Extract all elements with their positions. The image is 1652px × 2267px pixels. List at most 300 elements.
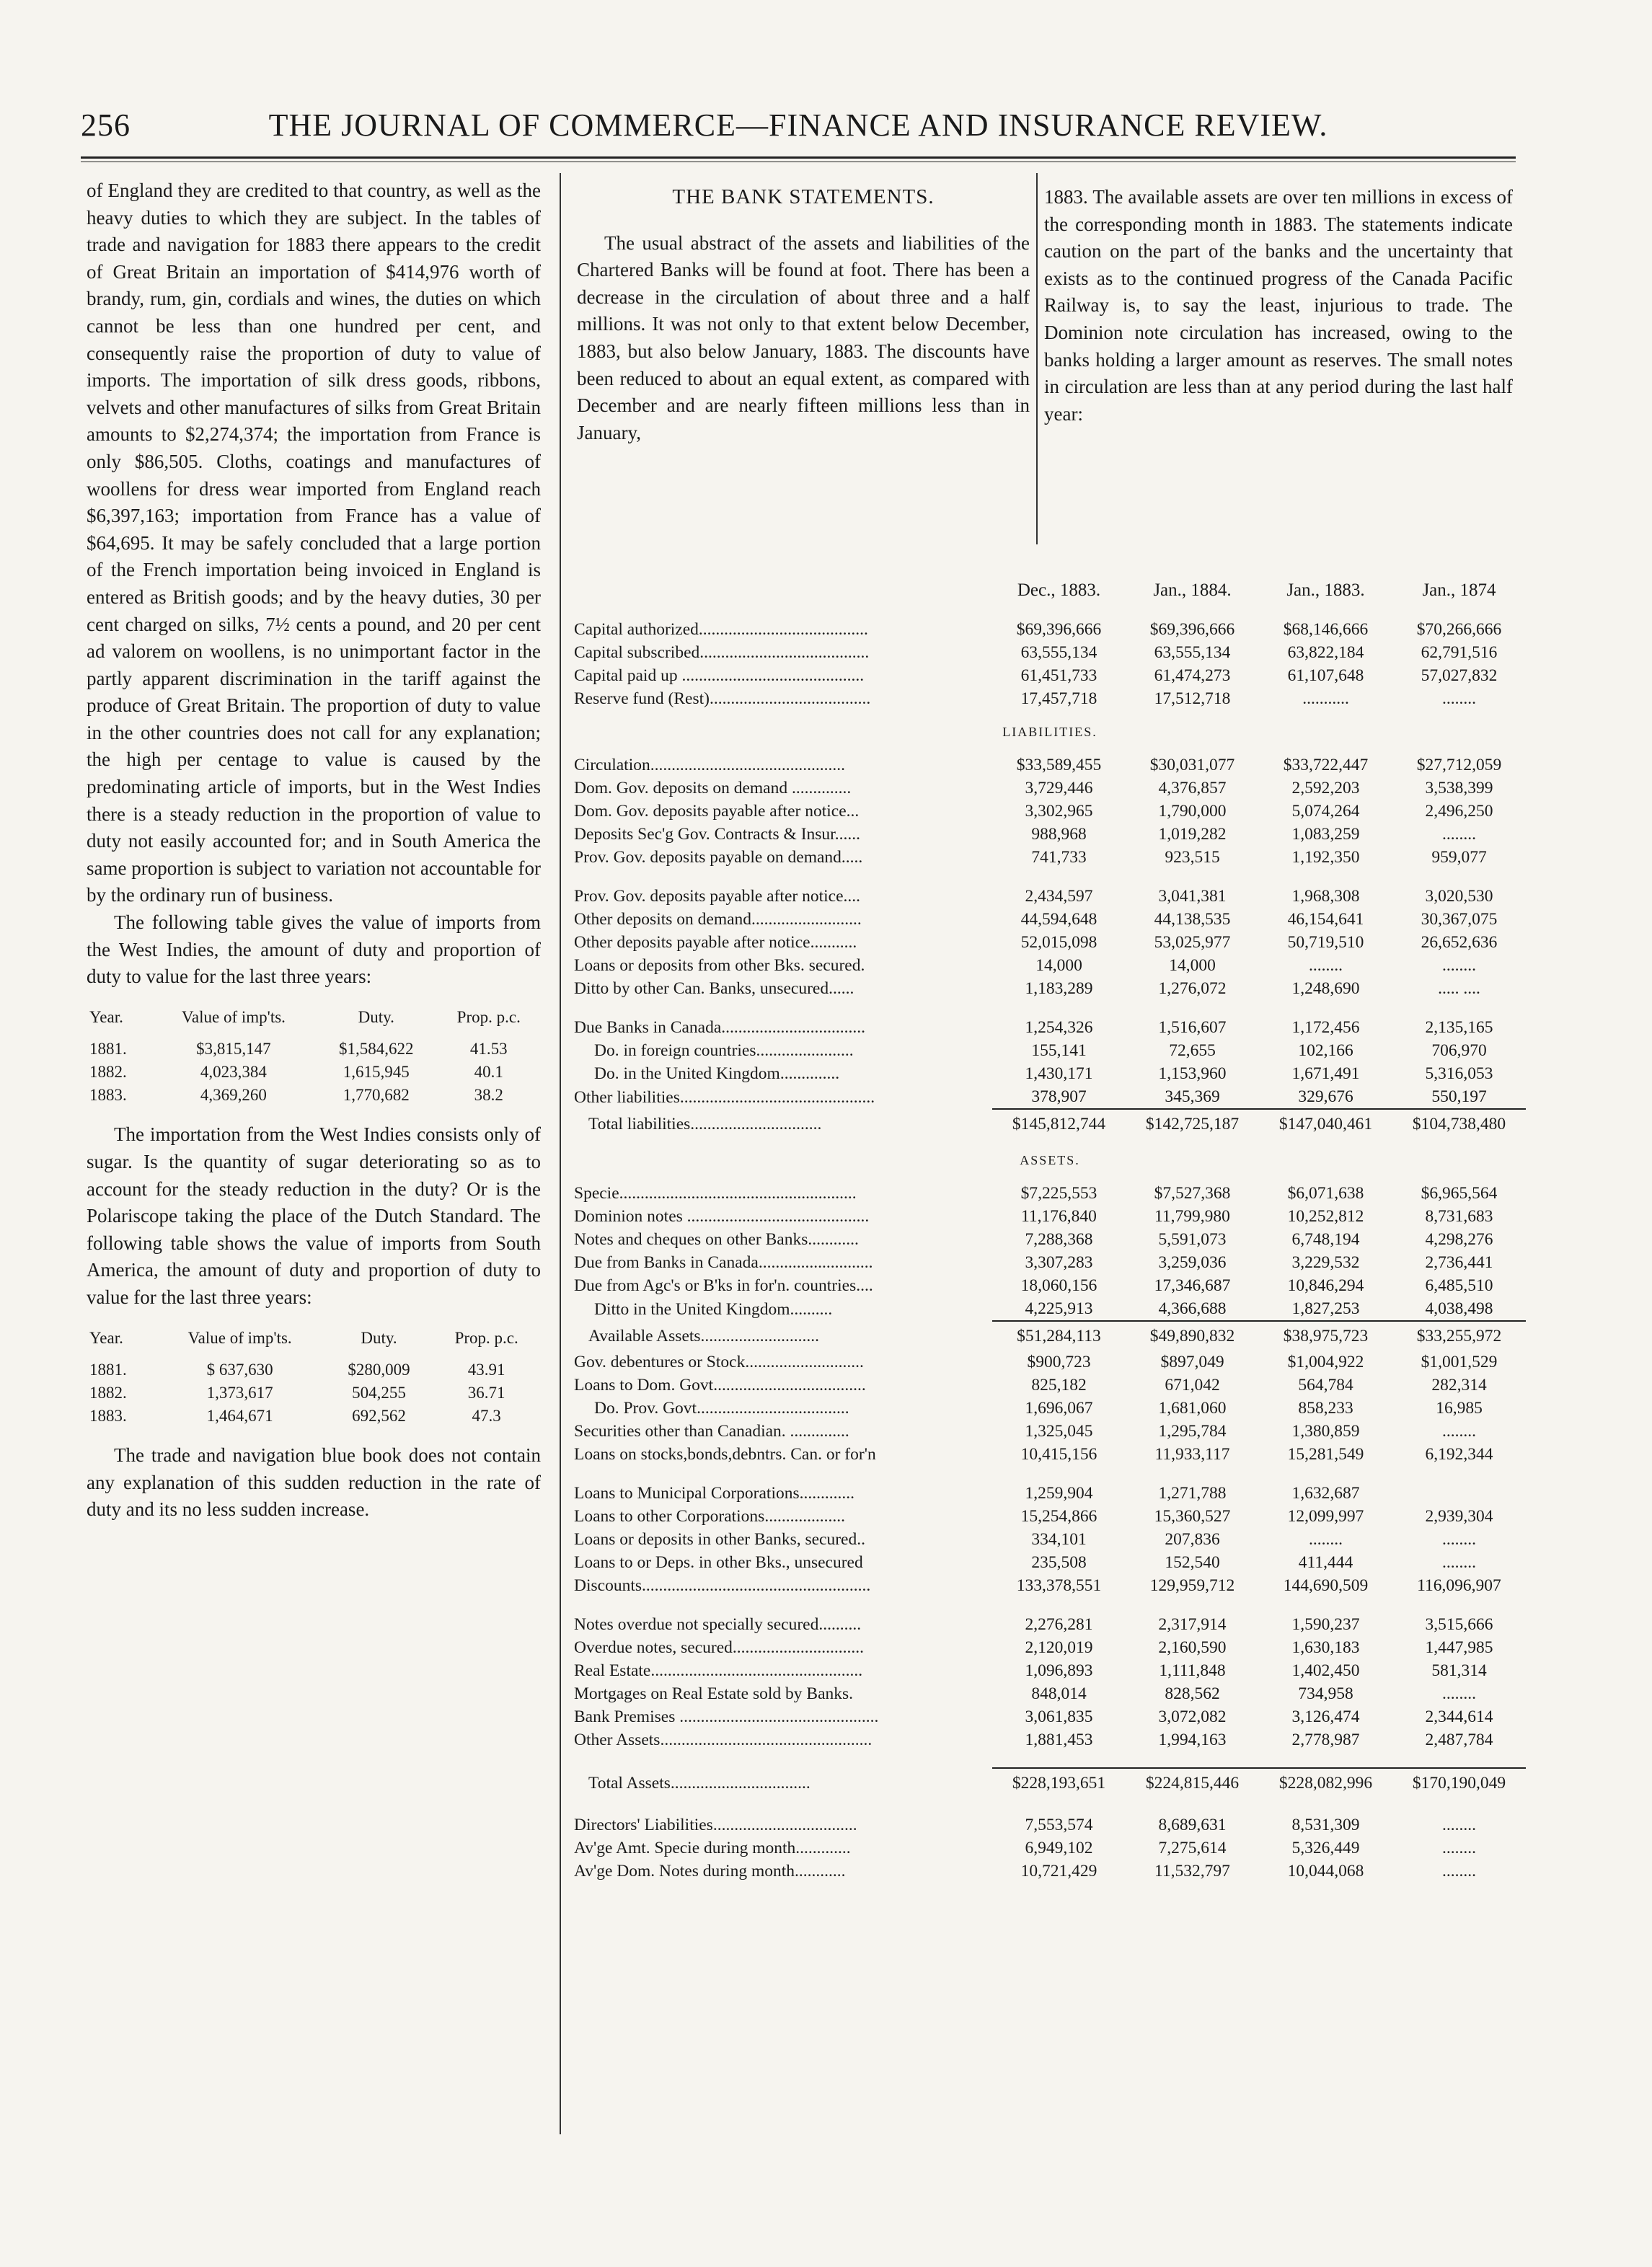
row-label: Av'ge Amt. Specie during month............. <box>574 1839 851 1857</box>
row-value: 4,298,276 <box>1425 1230 1493 1249</box>
row-value: 1,172,456 <box>1291 1018 1360 1037</box>
table-header-blank <box>574 580 992 618</box>
row-label: Deposits Sec'g Gov. Contracts & Insur...... <box>574 825 860 844</box>
row-value: 858,233 <box>1298 1399 1353 1418</box>
row-label: Loans or deposits in other Banks, secured.. <box>574 1530 865 1549</box>
row-value: 6,192,344 <box>1425 1445 1493 1464</box>
row-value: 3,515,666 <box>1425 1615 1493 1634</box>
table-row <box>574 1505 1526 1528</box>
row-value: 1,827,253 <box>1291 1299 1360 1318</box>
row-label: Available Assets............................ <box>588 1326 820 1345</box>
row-value: 1,271,788 <box>1158 1484 1227 1503</box>
row-value: 3,307,283 <box>1025 1253 1093 1272</box>
table-row <box>574 641 1526 664</box>
table-row <box>574 1251 1526 1274</box>
table-row <box>574 1109 1526 1139</box>
row-value: 378,907 <box>1031 1087 1087 1106</box>
section-header-row <box>574 710 1526 754</box>
row-value: 1,276,072 <box>1158 979 1227 998</box>
table-cell: $ 637,630 <box>206 1361 273 1379</box>
row-value: 1,681,060 <box>1158 1399 1227 1418</box>
row-value: 2,160,590 <box>1158 1638 1227 1657</box>
section-heading: THE BANK STATEMENTS. <box>672 185 935 208</box>
table-row <box>574 1374 1526 1397</box>
row-label: Prov. Gov. deposits payable after notice.... <box>574 887 860 906</box>
row-label: Prov. Gov. deposits payable on demand..... <box>574 848 863 867</box>
row-value: $897,049 <box>1160 1353 1224 1371</box>
row-value: $70,266,666 <box>1416 620 1502 639</box>
table-row <box>574 687 1526 710</box>
row-value: ........ <box>1442 1530 1476 1549</box>
row-label: Gov. debentures or Stock............................ <box>574 1353 864 1371</box>
table-header: Prop. p.c. <box>456 1007 521 1026</box>
row-value: 17,512,718 <box>1154 689 1231 708</box>
table-row <box>574 1085 1526 1109</box>
row-label: Loans or deposits from other Bks. secured. <box>574 956 865 975</box>
table-row <box>574 1016 1526 1039</box>
row-value: ........ <box>1309 1530 1343 1549</box>
row-value: 1,696,067 <box>1025 1399 1093 1418</box>
table-header: Duty. <box>361 1328 397 1347</box>
row-value: $33,255,972 <box>1392 1321 1526 1351</box>
spacer-row <box>574 1597 1526 1613</box>
header-rule <box>81 156 1516 159</box>
row-value: 116,096,907 <box>1417 1576 1501 1595</box>
row-value: 1,968,308 <box>1291 887 1360 906</box>
row-value: 345,369 <box>1165 1087 1220 1106</box>
paragraph: The trade and navigation blue book does not contain any explanation of this sudden reduction in the rate of duty and its no less sudden increase. <box>87 1444 541 1521</box>
row-value: $7,527,368 <box>1154 1184 1231 1203</box>
table-row <box>574 1039 1526 1062</box>
row-value: 734,958 <box>1298 1684 1353 1703</box>
table-cell: 4,369,260 <box>200 1086 267 1105</box>
row-label: Capital authorized........................................ <box>574 620 868 639</box>
row-value: $145,812,744 <box>992 1109 1126 1139</box>
row-value: 411,444 <box>1298 1553 1353 1572</box>
row-label: Loans to other Corporations................... <box>574 1507 845 1526</box>
row-label: Loans to Municipal Corporations............. <box>574 1484 855 1503</box>
section-heading: LIABILITIES. <box>1002 725 1097 739</box>
row-label: Due from Agc's or B'ks in for'n. countries.... <box>574 1276 873 1295</box>
row-value: 15,254,866 <box>1020 1507 1097 1526</box>
row-value: 4,366,688 <box>1158 1299 1227 1318</box>
row-value: $900,723 <box>1027 1353 1091 1371</box>
page-header <box>81 101 1516 151</box>
row-value: 3,538,399 <box>1425 779 1493 797</box>
row-value: 1,153,960 <box>1158 1064 1227 1083</box>
table-cell: $280,009 <box>348 1361 410 1379</box>
table-row <box>574 885 1526 908</box>
table-row <box>87 1038 541 1061</box>
table-row <box>574 1274 1526 1297</box>
row-value: $69,396,666 <box>1016 620 1102 639</box>
row-value: 1,590,237 <box>1291 1615 1360 1634</box>
row-value: $7,225,553 <box>1020 1184 1097 1203</box>
row-value: 3,259,036 <box>1158 1253 1227 1272</box>
row-value: 1,254,326 <box>1025 1018 1093 1037</box>
row-value: 1,380,859 <box>1291 1422 1360 1441</box>
row-value: 3,072,082 <box>1158 1707 1227 1726</box>
row-value: 334,101 <box>1031 1530 1087 1549</box>
table-cell: 41.53 <box>469 1040 508 1059</box>
row-value: 282,314 <box>1431 1376 1487 1395</box>
row-value: 14,000 <box>1035 956 1082 975</box>
spacer-row <box>574 1751 1526 1768</box>
row-value: $6,965,564 <box>1421 1184 1498 1203</box>
row-value: 564,784 <box>1298 1376 1353 1395</box>
table-cell: 1882. <box>89 1384 127 1402</box>
table-row <box>574 1351 1526 1374</box>
row-value: 63,555,134 <box>1154 643 1231 662</box>
article-column-2 <box>577 184 1030 446</box>
row-value: 14,000 <box>1169 956 1216 975</box>
row-value: $51,284,113 <box>992 1321 1126 1351</box>
row-value: 8,531,309 <box>1291 1816 1360 1834</box>
table-cell: 47.3 <box>472 1407 501 1426</box>
row-value: 3,020,530 <box>1425 887 1493 906</box>
row-value: 3,729,446 <box>1025 779 1093 797</box>
row-value: 57,027,832 <box>1421 666 1498 685</box>
row-value: 825,182 <box>1031 1376 1087 1395</box>
row-value: $69,396,666 <box>1149 620 1235 639</box>
row-value: 2,276,281 <box>1025 1615 1093 1634</box>
paragraph: The following table gives the value of imports from the West Indies, the amount of duty and proportion of duty to value for the last three years: <box>87 911 541 988</box>
row-value: 923,515 <box>1165 848 1220 867</box>
row-value: ........ <box>1309 956 1343 975</box>
table-header: Year. <box>89 1007 123 1026</box>
row-value: 1,881,453 <box>1025 1731 1093 1749</box>
row-value: 1,183,289 <box>1025 979 1093 998</box>
table-row <box>574 777 1526 800</box>
row-value: 10,415,156 <box>1020 1445 1097 1464</box>
table-row <box>574 931 1526 954</box>
table-row <box>574 664 1526 687</box>
row-value: 152,540 <box>1165 1553 1220 1572</box>
table-row <box>574 908 1526 931</box>
row-value: 11,799,980 <box>1154 1207 1230 1226</box>
row-value: 26,652,636 <box>1421 933 1498 952</box>
row-value: 848,014 <box>1031 1684 1087 1703</box>
row-value: 72,655 <box>1169 1041 1216 1060</box>
table-header: Year. <box>89 1328 123 1347</box>
row-value: 16,985 <box>1436 1399 1483 1418</box>
section-heading: ASSETS. <box>1020 1153 1080 1167</box>
row-value: 741,733 <box>1031 848 1087 867</box>
row-value: $33,722,447 <box>1283 756 1369 774</box>
row-value: ........ <box>1442 825 1476 844</box>
row-value: 30,367,075 <box>1421 910 1498 929</box>
paragraph: The importation from the West Indies consists only of sugar. Is the quantity of sugar deteriorating so as to account for the steady reduction in the duty? Or is the Polariscope taking the place of the Dutch Standard. The following table shows the value of imports from South America, the amount of duty and proportion of duty to value for the last three years: <box>87 1123 541 1308</box>
row-value: 207,836 <box>1165 1530 1220 1549</box>
row-label: Capital subscribed........................................ <box>574 643 870 662</box>
row-value: 17,457,718 <box>1020 689 1097 708</box>
row-value: 5,591,073 <box>1158 1230 1227 1249</box>
column-divider <box>560 173 561 2134</box>
row-value: 959,077 <box>1431 848 1487 867</box>
table-cell: 36.71 <box>467 1384 505 1402</box>
table-cell: $3,815,147 <box>196 1040 271 1059</box>
row-value: 53,025,977 <box>1154 933 1231 952</box>
row-value: 1,630,183 <box>1291 1638 1360 1657</box>
row-label: Ditto by other Can. Banks, unsecured...... <box>574 979 854 998</box>
row-value: 52,015,098 <box>1020 933 1097 952</box>
table-header: Jan., 1883. <box>1286 580 1365 600</box>
row-value: 1,248,690 <box>1291 979 1360 998</box>
table-row <box>574 800 1526 823</box>
table-header: Prop. p.c. <box>454 1328 518 1347</box>
row-label: Dom. Gov. deposits on demand .............. <box>574 779 852 797</box>
table-row <box>87 1061 541 1084</box>
table-header: Duty. <box>358 1007 394 1026</box>
table-header: Jan., 1874 <box>1422 580 1496 600</box>
row-value: 1,402,450 <box>1291 1661 1360 1680</box>
row-value: 1,447,985 <box>1425 1638 1493 1657</box>
row-label: Notes overdue not specially secured.......... <box>574 1615 862 1634</box>
row-value: 46,154,641 <box>1287 910 1364 929</box>
row-value: 2,135,165 <box>1425 1018 1493 1037</box>
row-value: $228,082,996 <box>1259 1768 1392 1798</box>
row-value: 10,044,068 <box>1287 1862 1364 1881</box>
table-row <box>574 1551 1526 1574</box>
column-divider <box>1036 173 1038 544</box>
row-label: Loans on stocks,bonds,debntrs. Can. or for'n <box>574 1445 876 1464</box>
row-value: 7,553,574 <box>1025 1816 1093 1834</box>
table-cell: 1881. <box>89 1040 127 1059</box>
table-row <box>87 1382 541 1405</box>
table-row <box>574 1321 1526 1351</box>
row-label: Capital paid up ........................................... <box>574 666 865 685</box>
table-row <box>574 1443 1526 1466</box>
row-value: $104,738,480 <box>1392 1109 1526 1139</box>
row-value: 550,197 <box>1431 1087 1487 1106</box>
row-value: 11,532,797 <box>1154 1862 1230 1881</box>
table-row <box>574 977 1526 1000</box>
row-label: Bank Premises ............................................... <box>574 1707 879 1726</box>
row-value: $1,004,922 <box>1287 1353 1364 1371</box>
row-value: $68,146,666 <box>1283 620 1369 639</box>
spacer <box>574 1597 1526 1613</box>
table-cell: 1,373,617 <box>206 1384 273 1402</box>
table-row <box>574 1182 1526 1205</box>
row-value: $30,031,077 <box>1149 756 1235 774</box>
row-value: 15,360,527 <box>1154 1507 1231 1526</box>
row-label: Av'ge Dom. Notes during month............ <box>574 1862 846 1881</box>
row-label: Real Estate.................................................. <box>574 1661 863 1680</box>
row-value: 8,731,683 <box>1425 1207 1493 1226</box>
row-value: 1,325,045 <box>1025 1422 1093 1441</box>
row-value: 706,970 <box>1431 1041 1487 1060</box>
row-value: 7,288,368 <box>1025 1230 1093 1249</box>
table-cell: 504,255 <box>352 1384 406 1402</box>
row-value: 6,748,194 <box>1291 1230 1360 1249</box>
row-label: Dom. Gov. deposits payable after notice... <box>574 802 860 821</box>
row-value: 1,994,163 <box>1158 1731 1227 1749</box>
table-cell: 4,023,384 <box>200 1063 267 1082</box>
table-header: Dec., 1883. <box>1017 580 1101 600</box>
table-row <box>574 1636 1526 1659</box>
row-label: Securities other than Canadian. .............. <box>574 1422 849 1441</box>
row-value: 7,275,614 <box>1158 1839 1227 1857</box>
row-value: $33,589,455 <box>1016 756 1102 774</box>
row-value: 5,074,264 <box>1291 802 1360 821</box>
table-row <box>87 1084 541 1107</box>
row-value: $38,975,723 <box>1259 1321 1392 1351</box>
row-value: ..... .... <box>1438 979 1480 998</box>
table-row <box>574 1062 1526 1085</box>
table-row <box>87 1358 541 1382</box>
row-label: Overdue notes, secured............................... <box>574 1638 865 1657</box>
row-value: 3,041,381 <box>1158 887 1227 906</box>
row-value: 8,689,631 <box>1158 1816 1227 1834</box>
table-cell: 43.91 <box>467 1361 505 1379</box>
section-header-row <box>574 1139 1526 1182</box>
row-value: ........ <box>1442 1553 1476 1572</box>
row-value: ........ <box>1442 1839 1476 1857</box>
row-value: 4,225,913 <box>1025 1299 1093 1318</box>
table-cell: 1,615,945 <box>343 1063 410 1082</box>
row-value: $49,890,832 <box>1126 1321 1259 1351</box>
row-label: Reserve fund (Rest)...................................... <box>574 689 871 708</box>
row-value: 50,719,510 <box>1287 933 1364 952</box>
row-value: 1,295,784 <box>1158 1422 1227 1441</box>
row-value: $147,040,461 <box>1259 1109 1392 1139</box>
row-value: 828,562 <box>1165 1684 1220 1703</box>
row-value: 6,949,102 <box>1025 1839 1093 1857</box>
row-label: Other liabilities.............................................. <box>574 1087 875 1107</box>
row-value: 329,676 <box>1298 1087 1353 1106</box>
spacer-row <box>574 1000 1526 1016</box>
row-value: 18,060,156 <box>1020 1276 1097 1295</box>
row-value: 1,192,350 <box>1291 848 1360 867</box>
table-cell: 1883. <box>89 1086 127 1105</box>
row-value: 3,126,474 <box>1291 1707 1360 1726</box>
row-label: Do. in the United Kingdom.............. <box>594 1064 840 1083</box>
row-value: ........... <box>1302 689 1349 708</box>
table-cell: 692,562 <box>352 1407 406 1426</box>
table-row <box>574 754 1526 777</box>
row-value: $27,712,059 <box>1416 756 1502 774</box>
table-row <box>574 1813 1526 1837</box>
table-row <box>574 1768 1526 1798</box>
row-value: 44,594,648 <box>1020 910 1097 929</box>
bank-statement-table <box>574 580 1526 1883</box>
article-column-3 <box>1044 184 1513 428</box>
table-row <box>574 1397 1526 1420</box>
row-value: 63,822,184 <box>1287 643 1364 662</box>
table-cell: 38.2 <box>474 1086 503 1105</box>
row-value: $228,193,651 <box>992 1768 1126 1798</box>
table-cell: 1,770,682 <box>343 1086 410 1105</box>
row-value: 6,485,510 <box>1425 1276 1493 1295</box>
row-value: 1,259,904 <box>1025 1484 1093 1503</box>
row-value: 102,166 <box>1298 1041 1353 1060</box>
row-value: 5,316,053 <box>1425 1064 1493 1083</box>
row-label: Other deposits payable after notice........... <box>574 933 857 952</box>
row-value: 3,061,835 <box>1025 1707 1093 1726</box>
row-value: 10,721,429 <box>1020 1862 1097 1881</box>
row-label: Specie........................................................ <box>574 1184 857 1203</box>
row-value: 235,508 <box>1031 1553 1087 1572</box>
table-row <box>574 823 1526 846</box>
row-value: 61,474,273 <box>1154 666 1231 685</box>
row-value: 61,451,733 <box>1020 666 1097 685</box>
row-value: 2,778,987 <box>1291 1731 1360 1749</box>
row-value: ........ <box>1442 1422 1476 1441</box>
row-value: 2,120,019 <box>1025 1638 1093 1657</box>
row-label: Discounts...................................................... <box>574 1576 871 1595</box>
table-cell: $1,584,622 <box>339 1040 414 1059</box>
spacer-row <box>574 869 1526 885</box>
table-row <box>574 1728 1526 1751</box>
west-indies-table <box>87 1002 541 1108</box>
row-label: Loans to Dom. Govt.................................... <box>574 1376 866 1395</box>
row-value: 4,376,857 <box>1158 779 1227 797</box>
table-row <box>574 1659 1526 1682</box>
spacer <box>574 869 1526 885</box>
table-cell: 1,464,671 <box>206 1407 273 1426</box>
row-value: 63,555,134 <box>1020 643 1097 662</box>
table-row <box>574 1420 1526 1443</box>
row-label: Do. in foreign countries....................... <box>594 1041 854 1060</box>
row-label: Circulation.............................................. <box>574 756 845 774</box>
row-label: Other deposits on demand.......................... <box>574 910 862 929</box>
row-value: 3,302,965 <box>1025 802 1093 821</box>
row-label: Do. Prov. Govt.................................... <box>594 1399 849 1418</box>
row-value: 11,176,840 <box>1021 1207 1097 1226</box>
row-value: $224,815,446 <box>1126 1768 1259 1798</box>
table-row <box>574 1297 1526 1321</box>
row-value: 1,083,259 <box>1291 825 1360 844</box>
row-label: Loans to or Deps. in other Bks., unsecured <box>574 1553 863 1572</box>
row-value: 1,632,687 <box>1291 1484 1360 1503</box>
paragraph: of England they are credited to that country, as well as the heavy duties to which they are subject. In the tables of trade and navigation for 1883 there appears to the credit of Great Britain an importation of $414,976 worth of brandy, rum, gin, cordials and wines, the duties on which cannot be less than one hundred per cent, and consequently raise the proportion of duty to value of imports. The importation of silk dress goods, ribbons, velvets and other manufactures of silks from Great Britain amounts to $2,274,374; the importation from France is only $86,505. Cloths, coatings and manufactures of woollens for dress wear imported from England reach $6,397,163; importation from France has a value of $64,695. It may be safely concluded that a large portion of the French importation being invoiced in England is entered as British goods; and by the heavy duties, 30 per cent charged on silks, 7½ cents a pound, and 20 per cent ad valorem on woollens, is no unimportant factor in the partly apparent discrimination in the tariff against the produce of Great Britain. The proportion of duty to value in the other countries does not call for any explanation; the high per centage to value is caused by the predominating article of imports, but in the West Indies there is a steady reduction in the proportion of value to duty not easily accounted for; and in South America the same proportion is subject to variation not accountable for by the ordinary run of business. <box>87 180 541 906</box>
row-value: 17,346,687 <box>1154 1276 1231 1295</box>
table-row <box>574 846 1526 869</box>
row-value: 1,516,607 <box>1158 1018 1227 1037</box>
page-title: THE JOURNAL OF COMMERCE—FINANCE AND INSURANCE REVIEW. <box>268 107 1328 143</box>
spacer <box>574 1798 1526 1813</box>
row-value: 44,138,535 <box>1154 910 1231 929</box>
row-value: 15,281,549 <box>1287 1445 1364 1464</box>
row-value: 155,141 <box>1031 1041 1087 1060</box>
row-value: 12,099,997 <box>1287 1507 1364 1526</box>
table-row <box>574 1205 1526 1228</box>
table-row <box>574 1482 1526 1505</box>
row-value: ........ <box>1442 689 1476 708</box>
table-header: Jan., 1884. <box>1153 580 1232 600</box>
row-value: ........ <box>1442 1816 1476 1834</box>
row-label: Directors' Liabilities.................................. <box>574 1816 857 1834</box>
table-row <box>574 954 1526 977</box>
row-value: 62,791,516 <box>1421 643 1498 662</box>
row-value: 10,252,812 <box>1287 1207 1364 1226</box>
row-label: Total Assets................................. <box>588 1773 810 1793</box>
table-row <box>574 1682 1526 1705</box>
row-value: 1,430,171 <box>1025 1064 1093 1083</box>
spacer-row <box>574 1466 1526 1482</box>
row-value: 1,096,893 <box>1025 1661 1093 1680</box>
article-column-1 <box>87 177 541 1524</box>
row-value: ........ <box>1442 1862 1476 1881</box>
row-label: Other Assets.................................................. <box>574 1731 873 1749</box>
row-value: 2,487,784 <box>1425 1731 1493 1749</box>
row-value: ........ <box>1442 1684 1476 1703</box>
row-label: Mortgages on Real Estate sold by Banks. <box>574 1684 854 1703</box>
table-row <box>574 1574 1526 1597</box>
spacer <box>574 1000 1526 1016</box>
paragraph: The usual abstract of the assets and liabilities of the Chartered Banks will be found at foot. There has been a decrease in the circulation of about three and a half millions. It was not only to that extent below December, 1883, but also below January, 1883. The discounts have been reduced to about an equal extent, as compared with December and are nearly fifteen millions less than in January, <box>577 231 1030 443</box>
row-label: Total liabilities............................... <box>588 1114 822 1134</box>
